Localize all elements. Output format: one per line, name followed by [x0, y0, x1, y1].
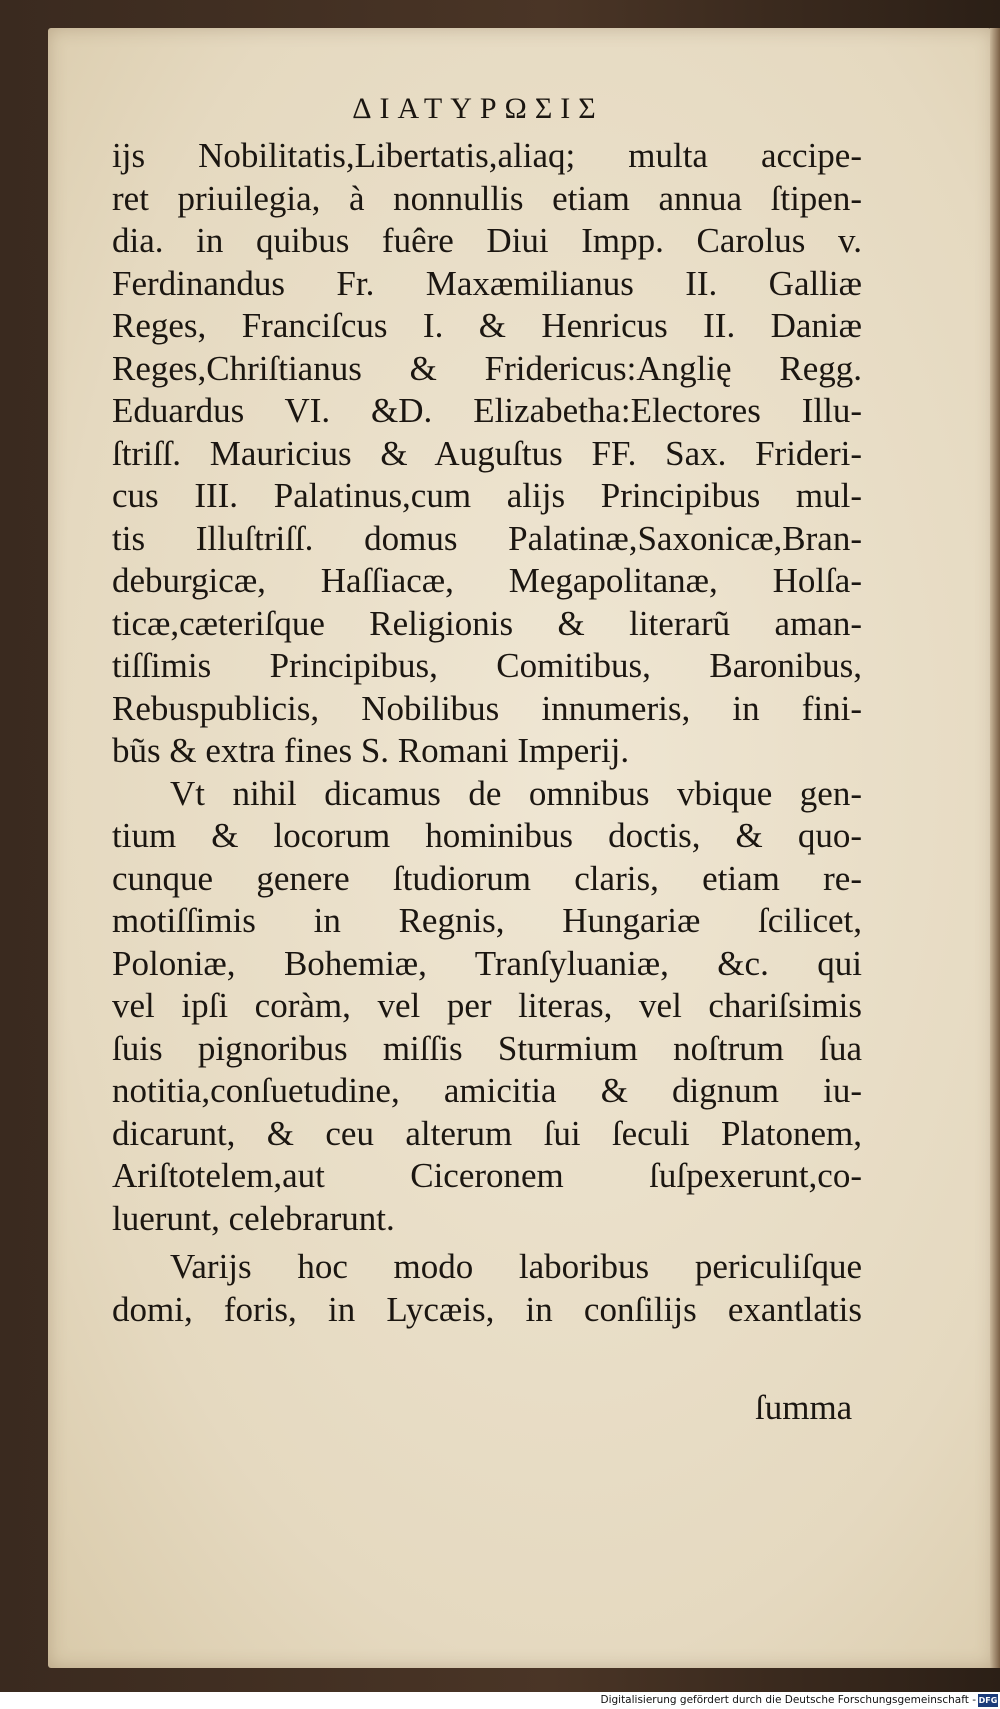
text-line: deburgicæ, Haſſiacæ, Megapolitanæ, Holſa- [112, 561, 862, 600]
text-line: cunque genere ſtudiorum claris, etiam re- [112, 858, 862, 898]
text-line: dia. in quibus fuêre Diui Impp. Carolus v. [112, 221, 862, 260]
text-line: Reges,Chriſtianus & Fridericus:Anglię Regg. [112, 348, 862, 388]
dfg-logo: DFG [978, 1696, 998, 1705]
text-line: Ferdinandus Fr. Maxæmilianus II. Galliæ [112, 263, 862, 303]
text-line: tiſſimis Principibus, Comitibus, Baronibus, [112, 646, 862, 685]
text-line: bũs & extra fines S. Romani Imperij. [112, 731, 630, 770]
text-line: Ariſtotelem,aut Ciceronem ſuſpexerunt,co- [112, 1156, 862, 1195]
text-line: vel ipſi coràm, vel per literas, vel chariſsimis [112, 986, 862, 1025]
digitization-credit: Digitalisierung gefördert durch die Deutsche Forschungsgemeinschaft - [600, 1694, 976, 1706]
text-line: Rebuspublicis, Nobilibus innumeris, in fini- [112, 688, 862, 728]
text-line: domi, foris, in Lycæis, in conſilijs exantlatis [112, 1289, 862, 1329]
text-line: cus III. Palatinus,cum alijs Principibus mul- [112, 476, 862, 515]
text-line: ſuis pignoribus miſſis Sturmium noſtrum ſua [112, 1028, 862, 1068]
text-line: ijs Nobilitatis,Libertatis,aliaq; multa accipe- [112, 136, 862, 175]
text-line: Vt nihil dicamus de omnibus vbique gen- [170, 773, 862, 813]
text-line: ſtriſſ. Mauricius & Auguſtus FF. Sax. Frideri- [112, 433, 862, 473]
text-line: notitia,conſuetudine, amicitia & dignum iu- [112, 1071, 862, 1110]
text-line: tium & locorum hominibus doctis, & quo- [112, 816, 862, 855]
text-line: Reges, Franciſcus I. & Henricus II. Daniæ [112, 306, 862, 345]
text-line: Varijs hoc modo laboribus periculiſque [170, 1247, 862, 1286]
text-line: motiſſimis in Regnis, Hungariæ ſcilicet, [112, 901, 862, 940]
text-line: ret priuilegia, à nonnullis etiam annua ſtipen- [112, 178, 862, 218]
catchword: ſumma [755, 1388, 853, 1427]
text-line: tis Illuſtriſſ. domus Palatinæ,Saxonicæ,Bran- [112, 518, 862, 558]
text-line: Poloniæ, Bohemiæ, Tranſyluaniæ, &c. qui [112, 943, 862, 983]
text-line: luerunt, celebrarunt. [112, 1198, 395, 1238]
text-line: dicarunt, & ceu alterum ſui ſeculi Platonem, [112, 1113, 862, 1153]
text-line: ticæ,cæteriſque Religionis & literarũ aman- [112, 603, 862, 643]
text-line: Eduardus VI. &D. Elizabetha:Electores Illu- [112, 391, 862, 430]
text-block [112, 135, 862, 1331]
running-head: ΔΙΑΤΥΡΩΣΙΣ [352, 92, 604, 125]
